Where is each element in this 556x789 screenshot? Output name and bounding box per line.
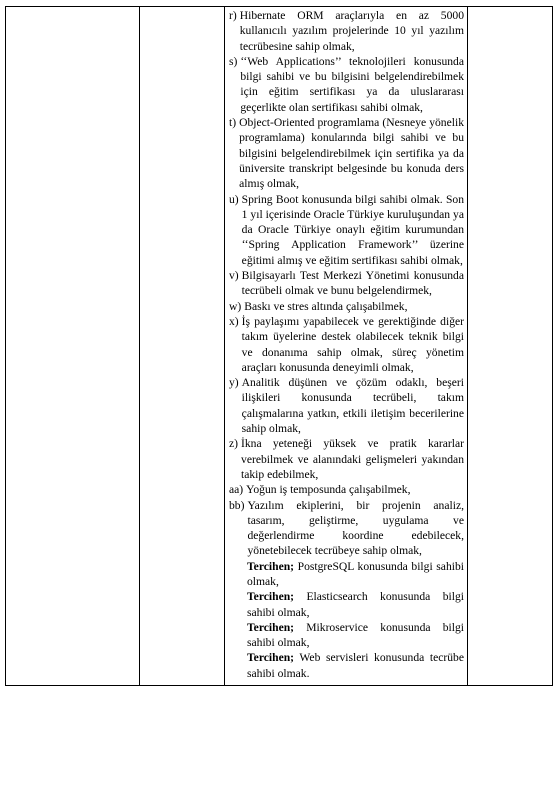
table-row [6, 7, 553, 686]
requirements-cell [225, 7, 468, 686]
requirements-table [5, 6, 553, 686]
preference-label: Tercihen; [247, 559, 295, 573]
item-text: Analitik düşünen ve çözüm odaklı, beşeri ilişkileri konusunda tecrübeli, takım çalışmalarına yatkın, etkili iletişim becerilerine sahip olmak, [241, 376, 464, 436]
item-marker: s) [229, 54, 238, 68]
preference-label: Tercihen; [247, 590, 295, 604]
preference-item [229, 589, 464, 620]
item-text: Bilgisayarlı Test Merkezi Yönetimi konusunda tecrübeli olmak ve bunu belgelendirmek, [241, 269, 464, 298]
item-text: Yazılım ekiplerini, bir projenin analiz, tasarım, geliştirme, uygulama ve değerlendirme koordine edebilecek, yönetebilecek tecrübeye sahip olmak, [247, 498, 464, 558]
list-item [229, 498, 464, 559]
list-item [229, 436, 464, 482]
item-marker: r) [229, 9, 237, 22]
list-item [229, 115, 464, 191]
list-item [229, 54, 464, 115]
preference-item [229, 620, 464, 651]
list-item [229, 375, 464, 436]
requirements-list [225, 7, 467, 685]
list-item [229, 8, 464, 54]
item-text: Yoğun iş temposunda çalışabilmek, [246, 483, 411, 497]
item-text: ‘‘Web Applications’’ teknolojileri konusunda bilgi sahibi ve bu bilgisini belgelendirebilmek için eğitim sertifikası ya da uluslararası geçerlikte olan sertifikası sahibi olmak, [240, 54, 464, 114]
empty-cell-1 [6, 7, 140, 686]
item-marker: bb) [229, 498, 245, 512]
item-text: Object-Oriented programlama (Nesneye yönelik programlama) konularında bilgi sahibi ve bu bilgisini belgelendirebilmek için sertifika ya da üniversite transkript belgesinde bu konuda ders almış olmak, [239, 116, 464, 191]
preference-text: Web servisleri konusunda tecrübe sahibi olmak. [247, 651, 464, 680]
list-item [229, 482, 464, 497]
item-text: İş paylaşımı yapabilecek ve gerektiğinde diğer takım üyelerine destek olabilecek teknik bilgi ve donanıma sahip olmak, süreç yönetim araçları konusunda deneyimli olmak, [241, 314, 464, 374]
empty-cell-4 [468, 7, 553, 686]
item-text: Hibernate ORM araçlarıyla en az 5000 kullanıcılı yazılım projelerinde 10 yıl yazılım tecrübesine sahip olmak, [239, 9, 464, 53]
preference-text: Elasticsearch konusunda bilgi sahibi olmak, [247, 590, 464, 619]
item-marker: x) [229, 314, 239, 328]
item-marker: v) [229, 269, 239, 283]
item-marker: y) [229, 376, 239, 390]
item-marker: u) [229, 192, 239, 206]
item-text: İkna yeteneği yüksek ve pratik kararlar verebilmek ve alanındaki gelişmeleri yakından takip edebilmek, [241, 437, 464, 481]
preference-label: Tercihen; [247, 620, 295, 634]
preference-label: Tercihen; [247, 651, 295, 665]
list-item [229, 268, 464, 299]
item-marker: w) [229, 299, 242, 313]
preference-item [229, 559, 464, 590]
list-item [229, 192, 464, 268]
list-item [229, 314, 464, 375]
preference-text: PostgreSQL konusunda bilgi sahibi olmak, [247, 559, 464, 588]
item-marker: t) [229, 116, 237, 130]
list-item [229, 299, 464, 314]
item-text: Baskı ve stres altında çalışabilmek, [244, 299, 408, 313]
preference-text: Mikroservice konusunda bilgi sahibi olmak, [247, 620, 464, 650]
empty-cell-2 [140, 7, 225, 686]
item-marker: z) [229, 437, 239, 451]
item-marker: aa) [229, 483, 244, 497]
item-text: Spring Boot konusunda bilgi sahibi olmak. Son 1 yıl içerisinde Oracle Türkiye kuruluşundan ya da Oracle Türkiye onaylı eğitim kurumundan ‘‘Spring Application Framework’’ üzerine eğitimi almış ve eğitim sertifikası sahibi olmak, [241, 192, 464, 267]
preference-item [229, 650, 464, 681]
